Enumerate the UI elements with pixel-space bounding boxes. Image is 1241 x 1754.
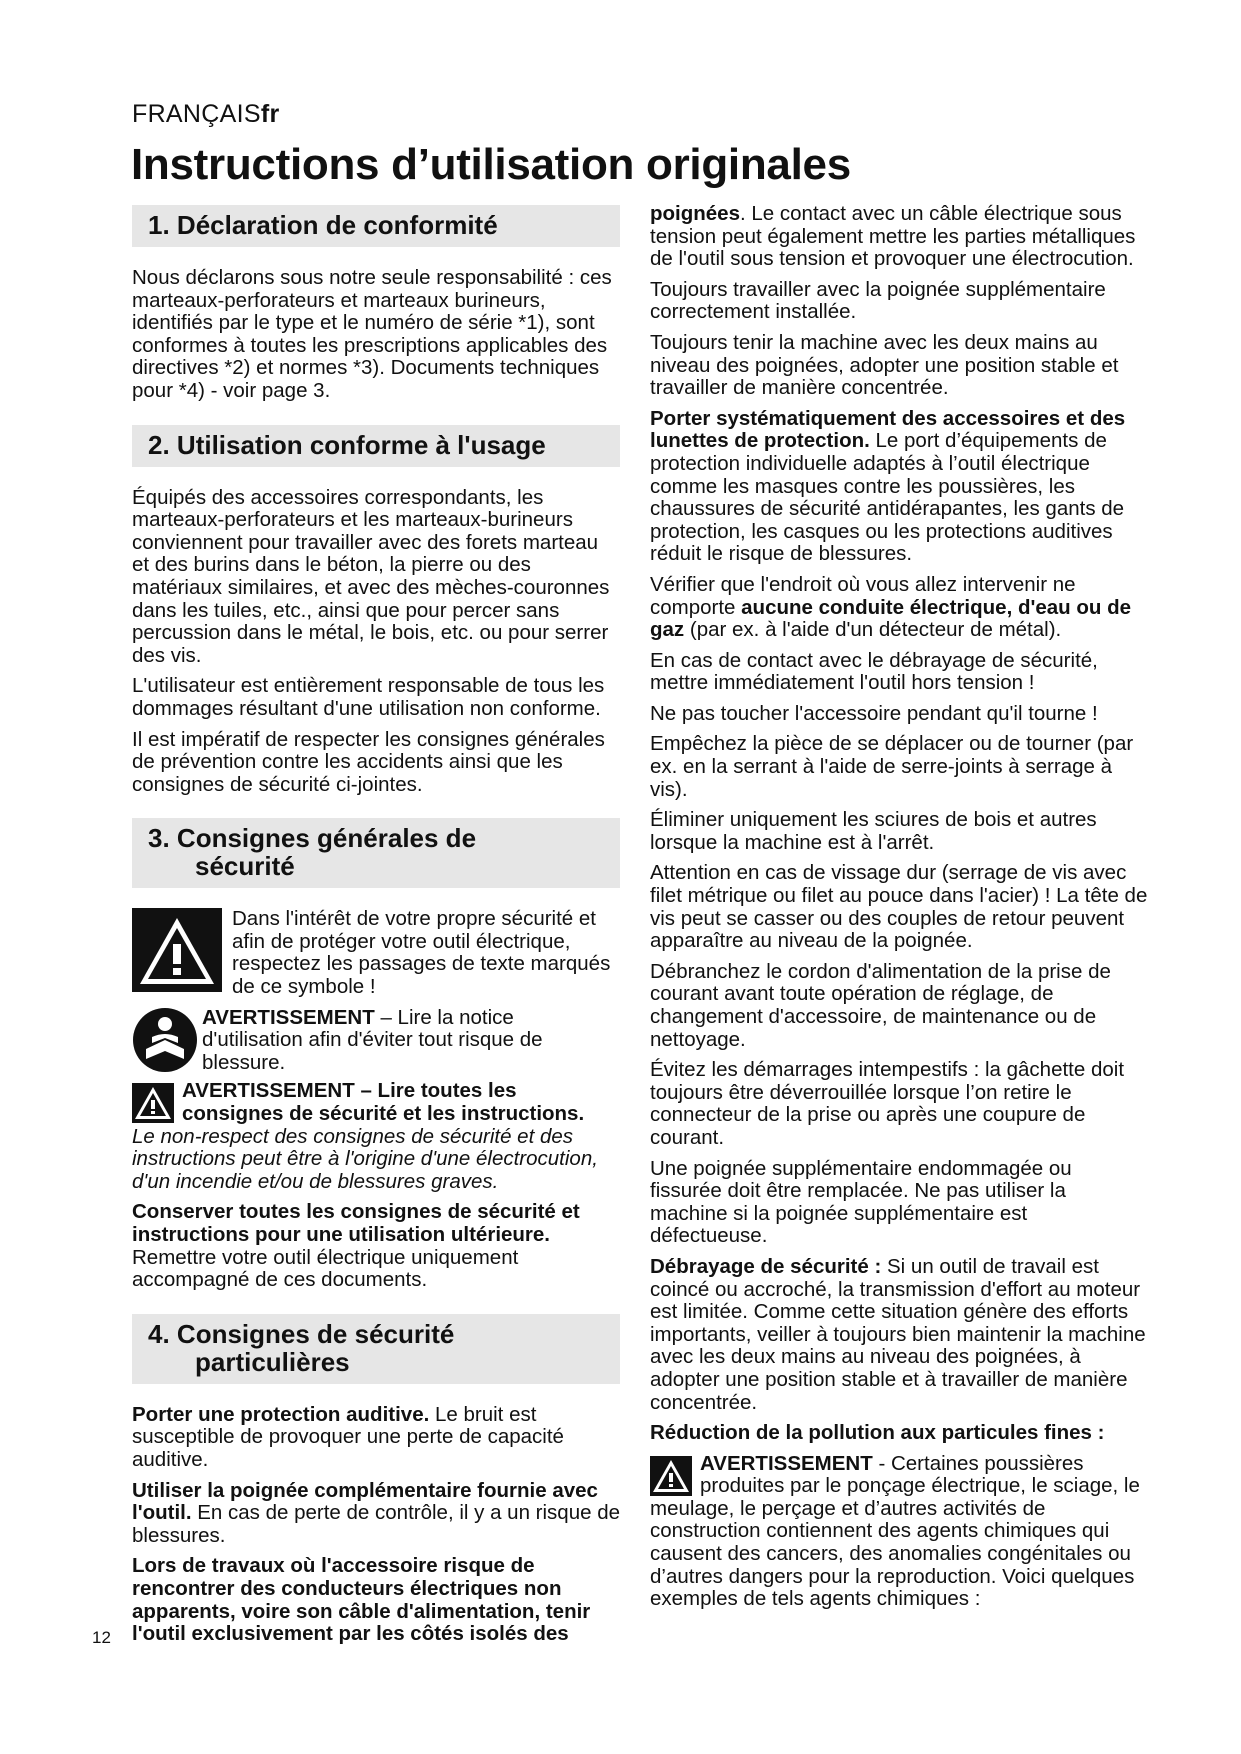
dust-warning-rest: - Certaines poussières produites par le ponçage électrique, le sciage, le meulage, le perçage et d’autres activités de construction contiennent des agents chimiques qui causent des cancers, des anomalies congénitales ou d’autres dangers pour la reproduction. Voici quelques exemples de tels agents chimiques :: [650, 1451, 1140, 1611]
read-all-warning: [132, 1080, 620, 1193]
language-name: FRANÇAIS: [132, 100, 261, 128]
hearing-protection-rest: Le bruit est susceptible de provoquer une perte de capacité auditive.: [132, 1402, 564, 1471]
section-4-number: 4.: [148, 1318, 170, 1349]
right-column: [650, 203, 1148, 1611]
check-lines-pre: Vérifier que l'endroit où vous allez intervenir ne comporte: [650, 572, 1076, 619]
section-3-title-line2: sécurité: [195, 851, 295, 882]
section-4-heading: [132, 1314, 620, 1384]
remove-chips-text: Éliminer uniquement les sciures de bois et autres lorsque la machine est à l'arrêt.: [650, 808, 1097, 854]
protective-equipment-rest: Le port d’équipements de protection individuelle adaptés à l’outil électrique comme les masques contre les poussières, les chaussures de sécurité antidérapantes, les gants de protection, les casques ou les protections auditives réduit le risque de blessures.: [650, 429, 1125, 566]
check-lines-text: [650, 574, 1148, 642]
fine-dust-heading-text: Réduction de la pollution aux particules fines :: [650, 1421, 1105, 1445]
page-number: 12: [92, 1628, 111, 1647]
fine-dust-heading: [650, 1422, 1148, 1445]
dust-warning-bold: AVERTISSEMENT: [700, 1451, 873, 1475]
two-hands-text: Toujours tenir la machine avec les deux mains au niveau des poignées, adopter une position stable et travailler de manière concentrée.: [650, 330, 1119, 400]
check-lines-bold: aucune conduite électrique, d'eau ou de gaz: [650, 595, 1132, 642]
hard-screwing-text: Attention en cas de vissage dur (serrage de vis avec filet métrique ou filet au pouce dans l'acier) ! La tête de vis peut se casser ou des couples de retour peuvent apparaître au niveau de la poignée.: [650, 861, 1148, 953]
section-3-title-line1: Consignes générales de: [176, 823, 477, 854]
section-4-title-line2: particulières: [195, 1346, 350, 1377]
hidden-wiring-text: [132, 1555, 620, 1645]
read-manual-icon: [132, 1007, 198, 1073]
read-all-consequence: Le non-respect des consignes de sécurité et des instructions peut être à l'origine d'une électrocution, d'un incendie et/ou de blessures graves.: [132, 1124, 598, 1193]
keep-instructions-text: [132, 1201, 620, 1291]
language-code: fr: [260, 100, 280, 128]
read-manual-text: [202, 1007, 620, 1075]
hearing-protection-bold: Porter une protection auditive.: [132, 1402, 430, 1426]
keep-instructions-bold: Conserver toutes les consignes de sécurité et instructions pour une utilisation ultérieure.: [132, 1200, 580, 1246]
hearing-protection-text: [132, 1404, 620, 1472]
section-3-number: 3.: [148, 823, 170, 854]
check-lines-post: (par ex. à l'aide d'un détecteur de métal).: [684, 618, 1062, 642]
insulated-grip-bold: poignées: [650, 202, 740, 225]
safety-clutch-text: [650, 1256, 1148, 1414]
intended-use-text: Équipés des accessoires correspondants, les marteaux-perforateurs et les marteaux-burineurs conviennent pour travailler avec des forets marteau et des burins dans le béton, la pierre ou des matériaux similaires, et avec des mèches-couronnes dans les tuiles, etc., ainsi que pour percer sans percussion dans le métal, le bois, etc. ou pour serrer des vis.: [132, 485, 610, 667]
read-manual-warning: [132, 1007, 620, 1075]
hidden-wiring-bold: Lors de travaux où l'accessoire risque de rencontrer des conducteurs électriques non apparents, voire son câble d'alimentation, tenir l'outil exclusivement par les côtés isolés des: [132, 1554, 591, 1646]
section-2-title: Utilisation conforme à l'usage: [176, 429, 546, 460]
insulated-grip-rest: . Le contact avec un câble électrique sous tension peut également mettre les parties métalliques de l'outil sous tension et provoquer une électrocution.: [650, 202, 1136, 271]
protective-equipment-text: [650, 408, 1148, 566]
auxiliary-handle-rest: En cas de perte de contrôle, il y a un risque de blessures.: [132, 1501, 621, 1547]
section-1-number: 1.: [148, 210, 170, 240]
damaged-handle-text: Une poignée supplémentaire endommagée ou fissurée doit être remplacée. Ne pas utiliser la machine si la poignée supplémentaire est défectueuse.: [650, 1156, 1072, 1248]
insulated-grip-text: [650, 203, 1148, 271]
section-4-title-line1: Consignes de sécurité: [176, 1318, 455, 1349]
dust-warning: [650, 1453, 1148, 1611]
keep-instructions-rest: Remettre votre outil électrique uniquement accompagné de ces documents.: [132, 1245, 519, 1292]
unplug-text: Débranchez le cordon d'alimentation de la prise de courant avant toute opération de réglage, de changement d'accessoire, de maintenance ou de nettoyage.: [650, 959, 1111, 1051]
declaration-text: Nous déclarons sous notre seule responsabilité : ces marteaux-perforateurs et marteaux burineurs, identifiés par le type et le numéro de série *1), sont conformes à toutes les prescriptions applicables des directives *2) et normes *3). Documents techniques pour *4) - voir page 3.: [132, 266, 612, 402]
language-label: [132, 100, 279, 129]
auxiliary-handle-text: [132, 1480, 620, 1548]
section-2-number: 2.: [148, 429, 170, 460]
section-1-title: Déclaration de conformité: [176, 210, 498, 240]
safety-symbol-text: Dans l'intérêt de votre propre sécurité et afin de protéger votre outil électrique, respectez les passages de texte marqués de ce symbole !: [232, 907, 611, 999]
section-2-heading: [132, 425, 620, 467]
page-title: Instructions d’utilisation originales: [131, 140, 851, 189]
unintended-start-text: Évitez les démarrages intempestifs : la gâchette doit toujours être déverrouillée lorsque l’on retire le connecteur de la prise ou après une coupure de courant.: [650, 1058, 1125, 1149]
warning-triangle-icon: [132, 908, 222, 992]
read-manual-rest: – Lire la notice d'utilisation afin d'éviter tout risque de blessure.: [202, 1005, 543, 1074]
rotating-accessory-text: Ne pas toucher l'accessoire pendant qu'il tourne !: [650, 701, 1098, 725]
safety-symbol-note: [132, 908, 620, 998]
liability-text: L'utilisateur est entièrement responsable de tous les dommages résultant d'une utilisation non conforme.: [132, 674, 605, 720]
safety-clutch-rest: Si un outil de travail est coincé ou accroché, la transmission d'effort au moteur est limitée. Comme cette situation génère des efforts importants, veiller à toujours bien maintenir la machine avec les deux mains au niveau des poignées, à adopter une position stable et à travailler de manière concentrée.: [650, 1254, 1146, 1414]
section-3-heading: [132, 818, 620, 888]
safety-clutch-contact-text: En cas de contact avec le débrayage de sécurité, mettre immédiatement l'outil hors tension !: [650, 648, 1098, 695]
dust-warning-triangle-icon: [650, 1456, 692, 1496]
section-1-heading: [132, 205, 620, 247]
accident-prevention-text: Il est impératif de respecter les consignes générales de prévention contre les accidents ainsi que les consignes de sécurité ci-jointes.: [132, 727, 605, 796]
read-manual-bold: AVERTISSEMENT: [202, 1005, 375, 1029]
secure-workpiece-text: Empêchez la pièce de se déplacer ou de tourner (par ex. en la serrant à l'aide de serre-joints à serrage à vis).: [650, 732, 1134, 801]
auxiliary-handle-bold: Utiliser la poignée complémentaire fournie avec l'outil.: [132, 1478, 598, 1525]
safety-clutch-bold: Débrayage de sécurité :: [650, 1254, 882, 1278]
small-warning-triangle-icon: [132, 1083, 174, 1123]
left-column: [132, 205, 620, 1654]
protective-equipment-bold: Porter systématiquement des accessoires et des lunettes de protection.: [650, 406, 1126, 453]
read-all-bold: AVERTISSEMENT – Lire toutes les consignes de sécurité et les instructions.: [182, 1079, 585, 1126]
auxiliary-handle-installed-text: Toujours travailler avec la poignée supplémentaire correctement installée.: [650, 277, 1106, 324]
